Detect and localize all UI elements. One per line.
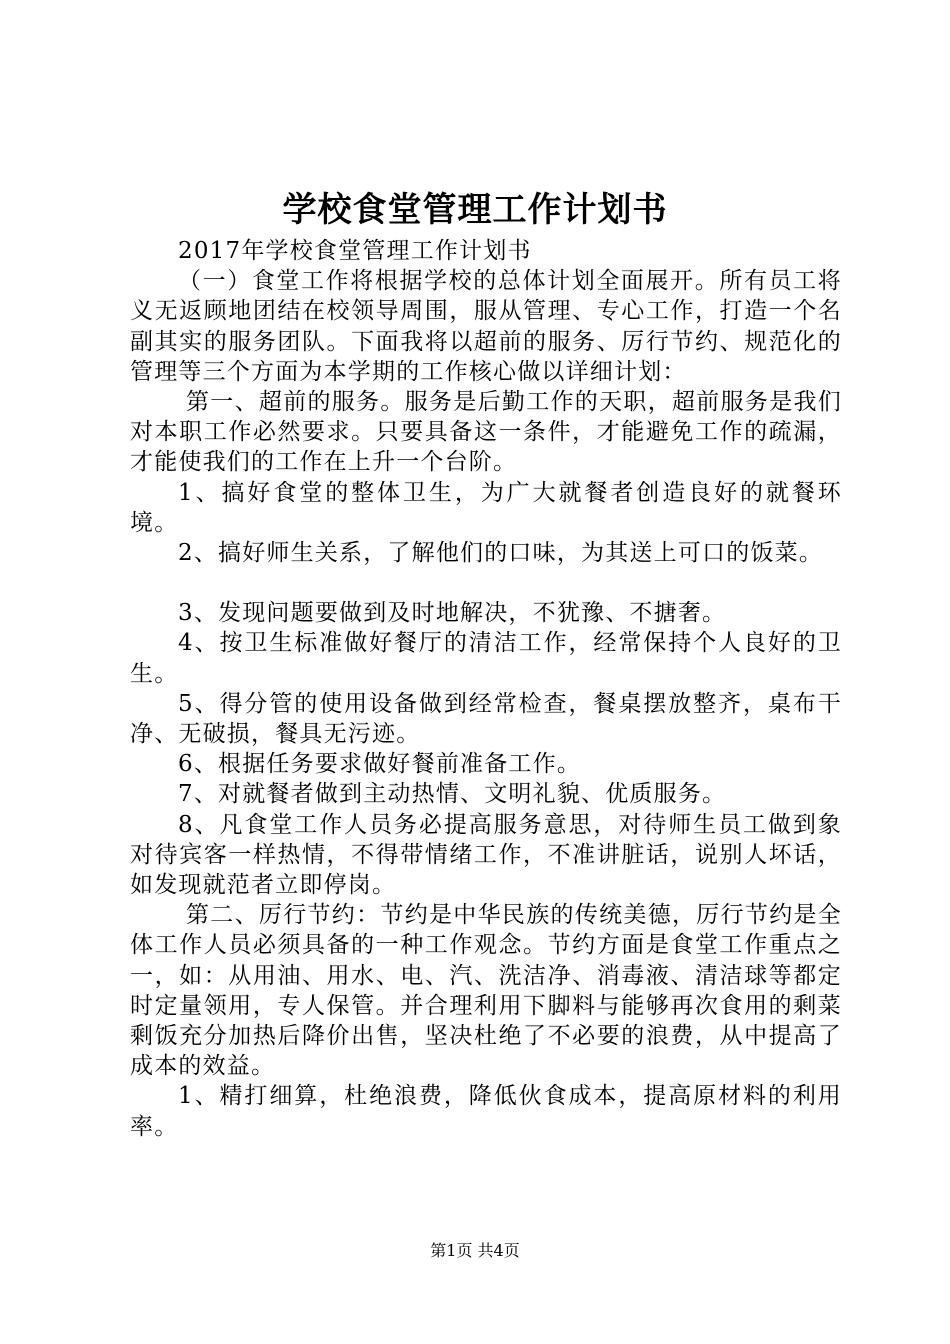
list-item-3: 3、发现问题要做到及时地解决，不犹豫、不搪奢。	[178, 600, 727, 627]
list-item-8: 8、凡食堂工作人员务必提高服务意思，对待师生员工做到象对待宾客一样热情，不得带情绪工作，不准讲脏话，说别人坏话，如发现就范者立即停岗。	[130, 811, 842, 899]
paragraph-section-1: 第一、超前的服务。服务是后勤工作的天职，超前服务是我们对本职工作必然要求。只要具备这一条件，才能避免工作的疏漏，才能使我们的工作在上升一个台阶。	[130, 389, 842, 476]
list-item-1: 1、搞好食堂的整体卫生，为广大就餐者创造良好的就餐环境。	[130, 479, 842, 536]
list-item-4: 4、按卫生标准做好餐厅的清洁工作，经常保持个人良好的卫生。	[130, 630, 842, 687]
document-body	[130, 236, 842, 1142]
list-item-7: 7、对就餐者做到主动热情、文明礼貌、优质服务。	[178, 781, 727, 808]
paragraph-section-2: 第二、厉行节约：节约是中华民族的传统美德，厉行节约是全体工作人员必须具备的一种工作观念。节约方面是食堂工作重点之一，如：从用油、用水、电、汽、洗洁净、消毒液、清洁球等都定时定量领用，专人保管。并合理利用下脚料与能够再次食用的剩菜剩饭充分加热后降价出售，坚决杜绝了不必要的浪费，从中提高了成本的效益。	[130, 902, 842, 1080]
paragraph-intro: （一）食堂工作将根据学校的总体计划全面展开。所有员工将义无返顾地团结在校领导周围，服从管理、专心工作，打造一个名副其实的服务团队。下面我将以超前的服务、厉行节约、规范化的管理等三个方面为本学期的工作核心做以详细计划：	[130, 268, 842, 385]
list-item-2: 2、搞好师生关系，了解他们的口味，为其送上可口的饭菜。	[178, 540, 824, 567]
list-item-5: 5、得分管的使用设备做到经常检查，餐桌摆放整齐，桌布干净、无破损，餐具无污迹。	[130, 690, 842, 748]
document-title: 学校食堂管理工作计划书	[282, 190, 668, 230]
page-footer: 第1页 共4页	[430, 1241, 520, 1260]
subtitle-line: 2017年学校食堂管理工作计划书	[178, 238, 532, 264]
list-item-6: 6、根据任务要求做好餐前准备工作。	[178, 751, 582, 778]
list-item-2-1: 1、精打细算，杜绝浪费，降低伙食成本，提高原材料的利用率。	[130, 1083, 842, 1140]
